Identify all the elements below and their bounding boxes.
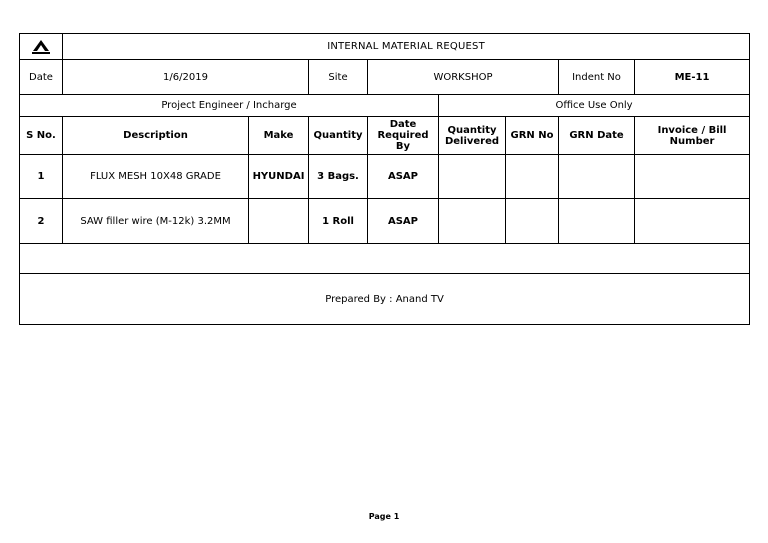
row-make <box>249 199 309 244</box>
row-grn-date <box>559 199 635 244</box>
row-description: FLUX MESH 10X48 GRADE <box>63 155 249 199</box>
row-quantity: 3 Bags. <box>309 155 368 199</box>
indent-value: ME-11 <box>635 60 750 95</box>
logo-cell <box>20 34 63 60</box>
section-project-engineer: Project Engineer / Incharge <box>20 95 439 117</box>
row-invoice <box>635 155 750 199</box>
form-title: INTERNAL MATERIAL REQUEST <box>63 34 750 60</box>
indent-label: Indent No <box>559 60 635 95</box>
material-request-form <box>19 33 750 325</box>
table-row <box>20 155 750 199</box>
col-header-invoice: Invoice / Bill Number <box>635 117 750 155</box>
row-quantity: 1 Roll <box>309 199 368 244</box>
row-grn-no <box>506 199 559 244</box>
date-label: Date <box>20 60 63 95</box>
col-header-grn-no: GRN No <box>506 117 559 155</box>
date-value: 1/6/2019 <box>63 60 309 95</box>
row-qty-delivered <box>439 155 506 199</box>
row-description: SAW filler wire (M-12k) 3.2MM <box>63 199 249 244</box>
section-office-use: Office Use Only <box>439 95 750 117</box>
row-invoice <box>635 199 750 244</box>
row-grn-date <box>559 155 635 199</box>
col-header-sno: S No. <box>20 117 63 155</box>
page-number: Page 1 <box>368 512 400 521</box>
blank-row <box>20 244 750 274</box>
company-logo-icon <box>30 39 52 55</box>
row-sno: 2 <box>20 199 63 244</box>
prepared-by: Prepared By : Anand TV <box>20 274 750 325</box>
row-qty-delivered <box>439 199 506 244</box>
site-value: WORKSHOP <box>368 60 559 95</box>
col-header-quantity: Quantity <box>309 117 368 155</box>
row-date-required: ASAP <box>368 155 439 199</box>
row-grn-no <box>506 155 559 199</box>
col-header-description: Description <box>63 117 249 155</box>
col-header-make: Make <box>249 117 309 155</box>
col-header-date-required: Date Required By <box>368 117 439 155</box>
site-label: Site <box>309 60 368 95</box>
col-header-grn-date: GRN Date <box>559 117 635 155</box>
row-sno: 1 <box>20 155 63 199</box>
table-row <box>20 199 750 244</box>
row-date-required: ASAP <box>368 199 439 244</box>
row-make: HYUNDAI <box>249 155 309 199</box>
col-header-qty-delivered: Quantity Delivered <box>439 117 506 155</box>
